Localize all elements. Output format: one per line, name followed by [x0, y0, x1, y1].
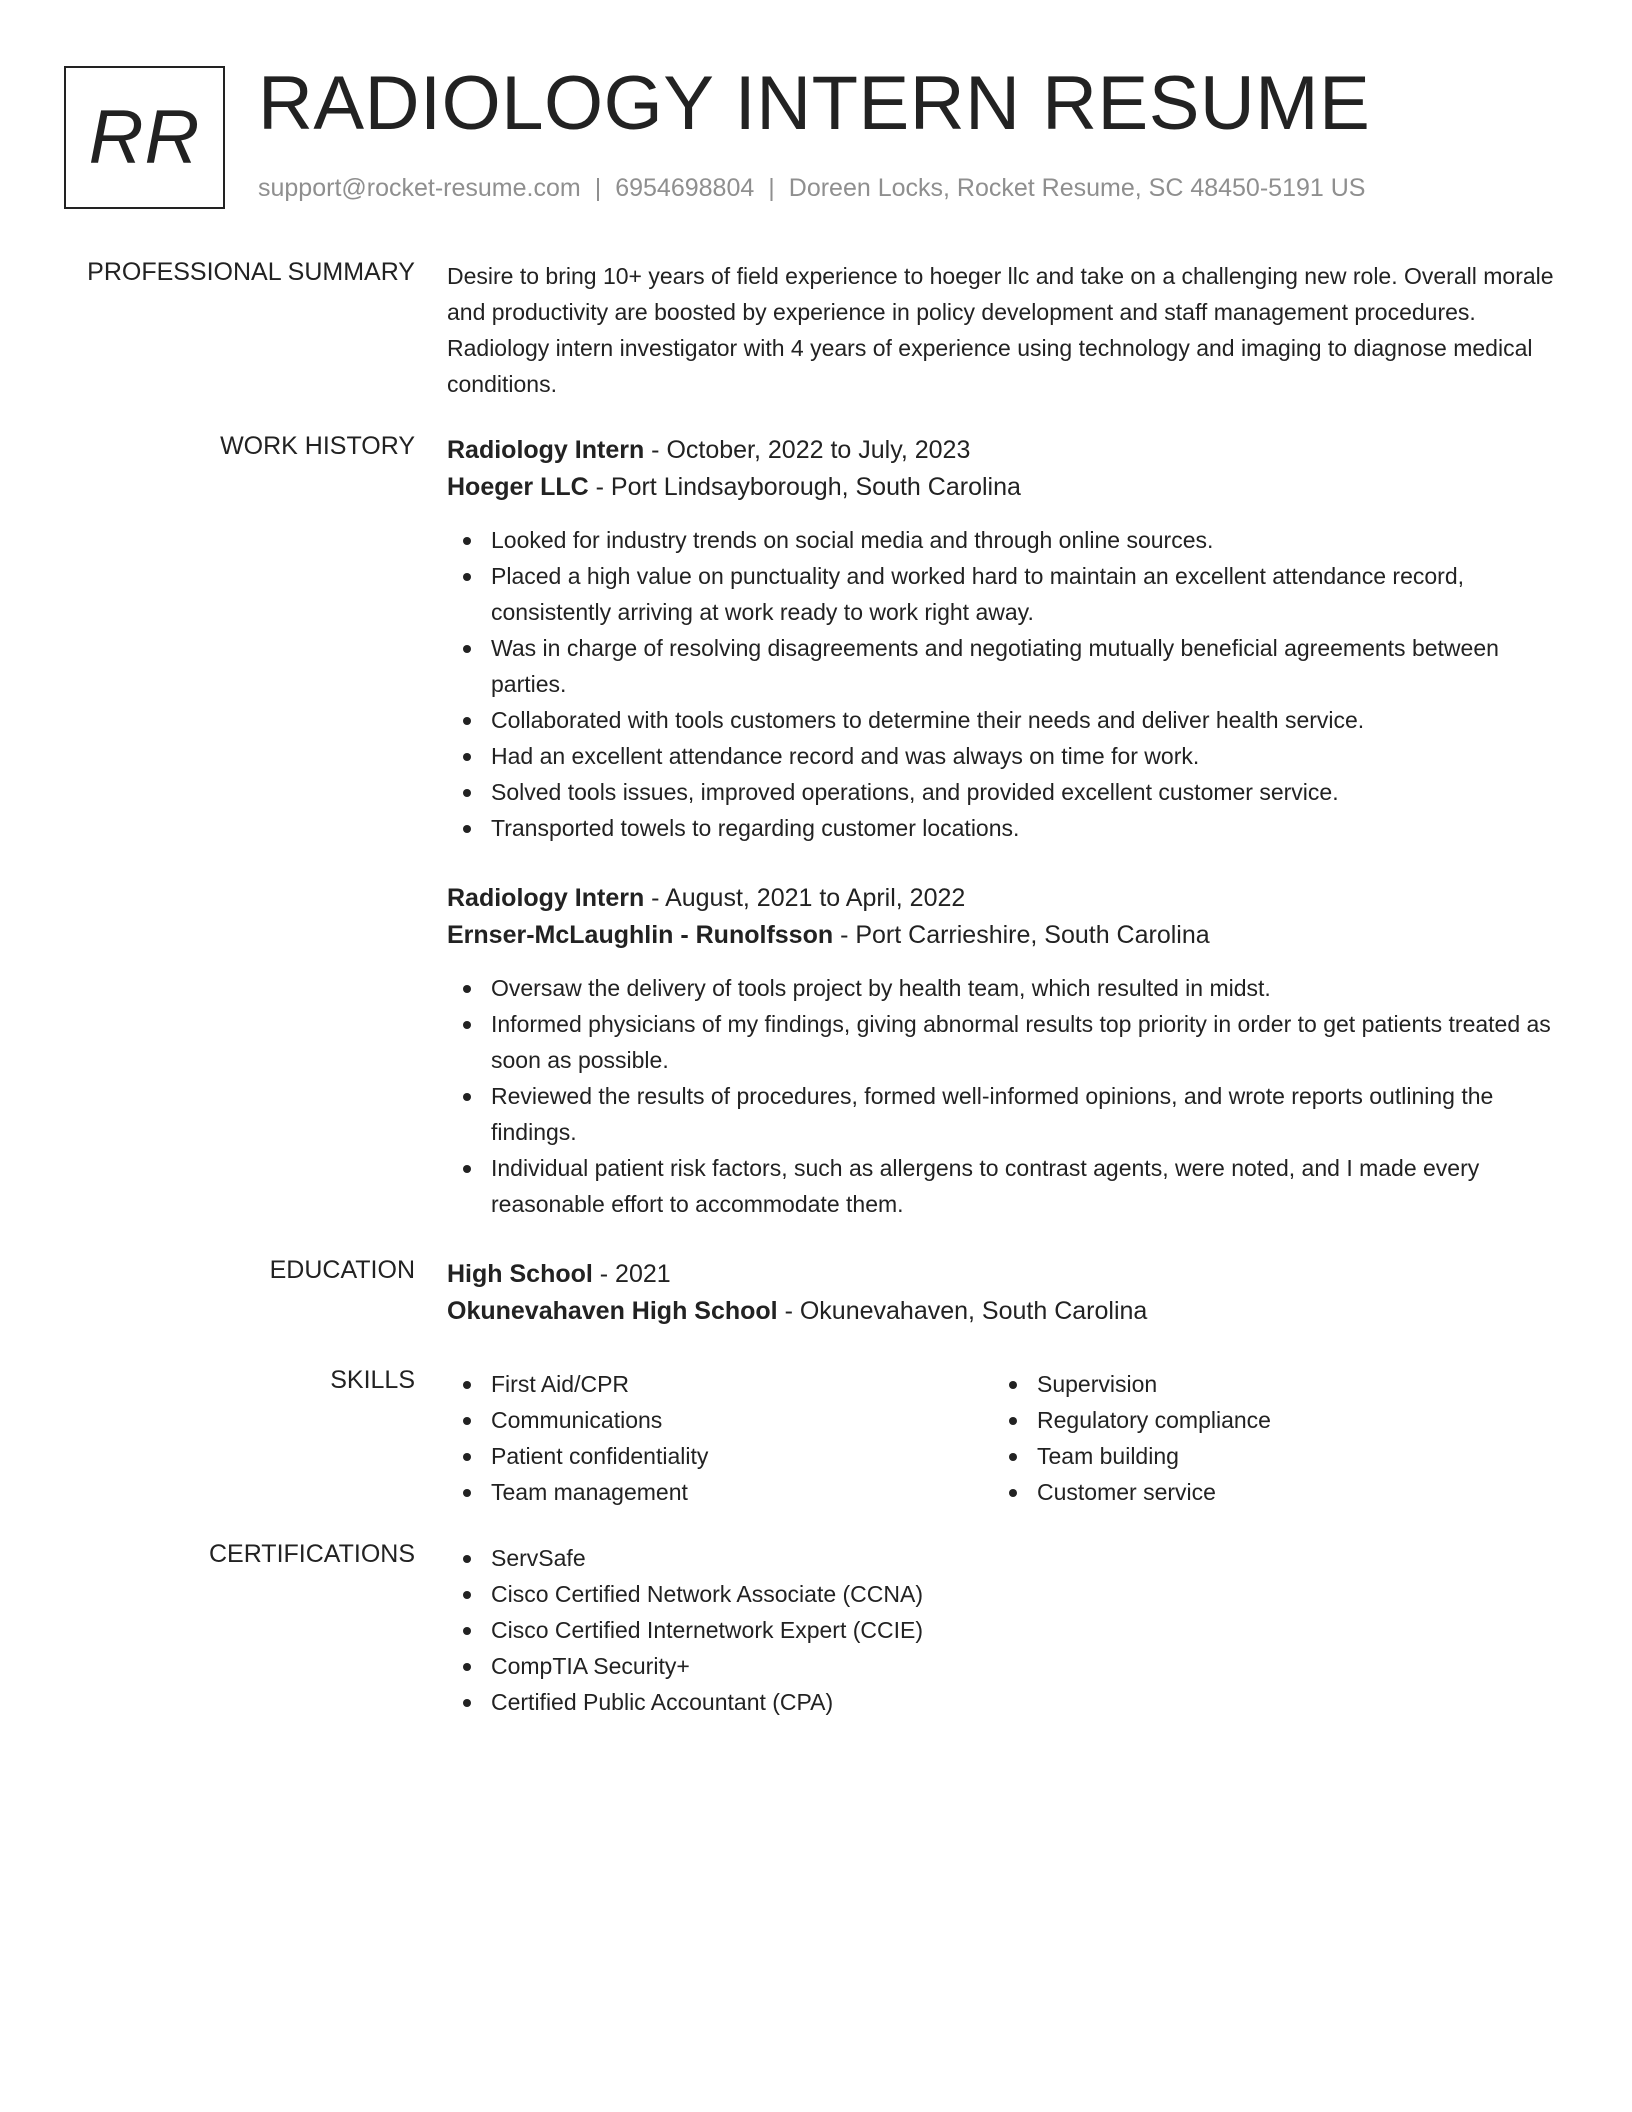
section-body — [447, 1366, 1567, 1510]
monogram-logo: RR — [64, 66, 225, 209]
list-item: Placed a high value on punctuality and worked hard to maintain an excellent attendance record, consistently arriving at work ready to work right away. — [447, 558, 1567, 630]
education-school-line — [447, 1293, 1567, 1330]
skill-item: First Aid/CPR — [447, 1366, 993, 1402]
contact-separator: | — [768, 174, 775, 202]
contact-line — [258, 174, 1365, 203]
certifications-list — [447, 1540, 1567, 1720]
skill-item: Team building — [993, 1438, 1539, 1474]
education-location: - Okunevahaven, South Carolina — [777, 1297, 1148, 1325]
certification-item: ServSafe — [447, 1540, 1567, 1576]
skills-list — [993, 1366, 1539, 1510]
job-title: Radiology Intern — [447, 436, 645, 464]
list-item: Reviewed the results of procedures, formed well-informed opinions, and wrote reports outlining the findings. — [447, 1078, 1567, 1150]
job-title-line — [447, 432, 1567, 469]
certification-item: Cisco Certified Network Associate (CCNA) — [447, 1576, 1567, 1612]
certification-item: Cisco Certified Internetwork Expert (CCIE) — [447, 1612, 1567, 1648]
education-degree-line — [447, 1256, 1567, 1293]
list-item: Collaborated with tools customers to determine their needs and deliver health service. — [447, 702, 1567, 738]
section-label: SKILLS — [330, 1366, 415, 1394]
job-title-line — [447, 880, 1567, 917]
job-company: Hoeger LLC — [447, 473, 589, 501]
contact-address: Doreen Locks, Rocket Resume, SC 48450-5191 US — [788, 174, 1366, 202]
list-item: Had an excellent attendance record and was always on time for work. — [447, 738, 1567, 774]
list-item: Individual patient risk factors, such as allergens to contrast agents, were noted, and I made every reasonable effort to accommodate them. — [447, 1150, 1567, 1222]
skill-item: Supervision — [993, 1366, 1539, 1402]
job-bullets — [447, 522, 1567, 846]
list-item: Solved tools issues, improved operations, and provided excellent customer service. — [447, 774, 1567, 810]
job-title: Radiology Intern — [447, 884, 645, 912]
job-location: - Port Lindsayborough, South Carolina — [588, 473, 1021, 501]
job-location: - Port Carrieshire, South Carolina — [833, 921, 1210, 949]
skill-item: Communications — [447, 1402, 993, 1438]
list-item: Was in charge of resolving disagreements and negotiating mutually beneficial agreements between parties. — [447, 630, 1567, 702]
list-item: Informed physicians of my findings, giving abnormal results top priority in order to get patients treated as soon as possible. — [447, 1006, 1567, 1078]
skill-item: Regulatory compliance — [993, 1402, 1539, 1438]
page-title: RADIOLOGY INTERN RESUME — [258, 61, 1371, 146]
job-company: Ernser-McLaughlin - Runolfsson — [447, 921, 834, 949]
job-dates: - August, 2021 to April, 2022 — [644, 884, 966, 912]
job-company-line — [447, 469, 1567, 506]
job-bullets — [447, 970, 1567, 1222]
job-entry — [447, 432, 1567, 846]
contact-phone[interactable]: 6954698804 — [615, 174, 755, 202]
job-company-line — [447, 917, 1567, 954]
education-school: Okunevahaven High School — [447, 1297, 778, 1325]
skills-column-left — [447, 1366, 993, 1510]
job-dates: - October, 2022 to July, 2023 — [644, 436, 971, 464]
education-degree: High School — [447, 1260, 593, 1288]
section-body — [447, 1256, 1567, 1330]
section-body — [447, 432, 1567, 1222]
section-label: WORK HISTORY — [220, 432, 415, 460]
certification-item: Certified Public Accountant (CPA) — [447, 1684, 1567, 1720]
summary-text: Desire to bring 10+ years of field experience to hoeger llc and take on a challenging new role. Overall morale and productivity are boosted by experience in policy development and staff management procedures. Radiology intern investigator with 4 years of experience using technology and imaging to diagnose medical conditions. — [447, 263, 1554, 397]
contact-email[interactable]: support@rocket-resume.com — [258, 174, 581, 202]
section-body — [447, 258, 1567, 402]
list-item: Oversaw the delivery of tools project by health team, which resulted in midst. — [447, 970, 1567, 1006]
skills-grid — [447, 1366, 1567, 1510]
job-entry — [447, 880, 1567, 1222]
education-year: - 2021 — [592, 1260, 671, 1288]
section-label: EDUCATION — [269, 1256, 415, 1284]
contact-separator: | — [594, 174, 602, 202]
skill-item: Patient confidentiality — [447, 1438, 993, 1474]
skill-item: Customer service — [993, 1474, 1539, 1510]
list-item: Transported towels to regarding customer locations. — [447, 810, 1567, 846]
resume-header — [64, 61, 1568, 210]
section-body — [447, 1540, 1567, 1720]
section-label: CERTIFICATIONS — [208, 1540, 415, 1568]
certification-item: CompTIA Security+ — [447, 1648, 1567, 1684]
skills-list — [447, 1366, 993, 1510]
skill-item: Team management — [447, 1474, 993, 1510]
list-item: Looked for industry trends on social media and through online sources. — [447, 522, 1567, 558]
section-label: PROFESSIONAL SUMMARY — [87, 258, 415, 286]
skills-column-right — [993, 1366, 1539, 1510]
